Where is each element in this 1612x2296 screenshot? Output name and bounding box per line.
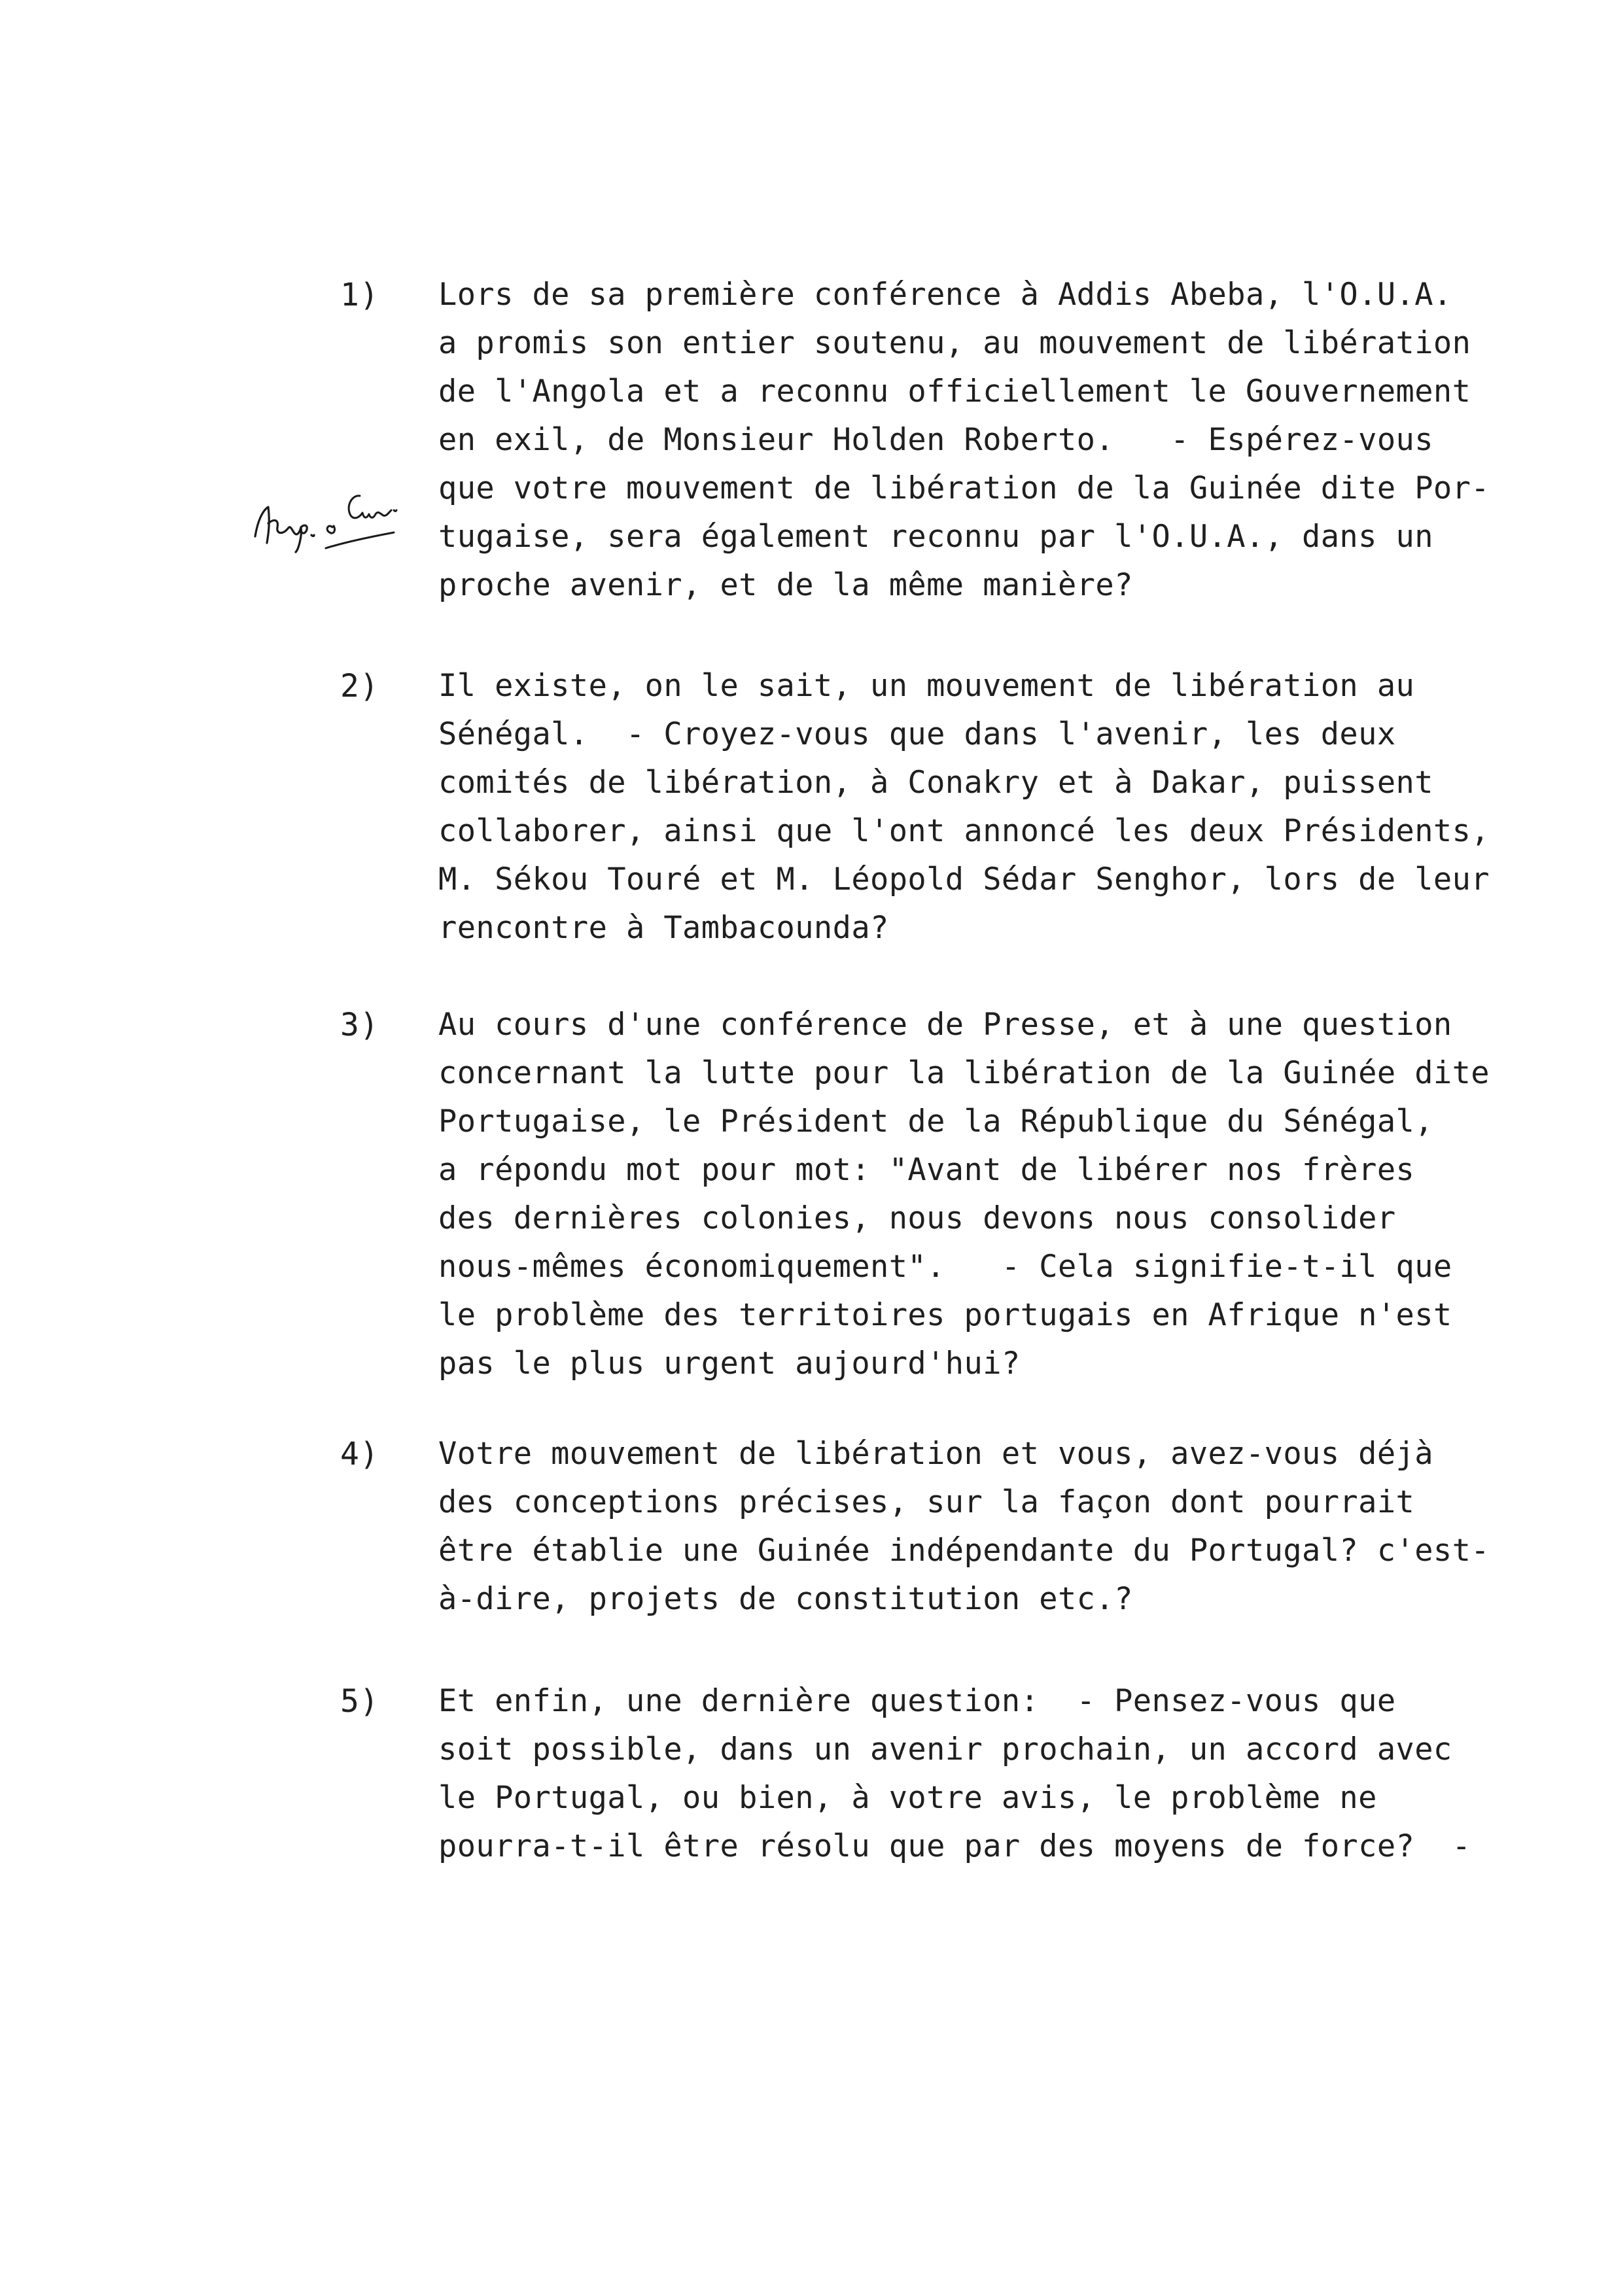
text-line: le Portugal, ou bien, à votre avis, le problème ne [438,1780,1377,1816]
question-number: 4) [340,1436,379,1472]
text-line: le problème des territoires portugais en Afrique n'est [438,1297,1452,1333]
text-line: Votre mouvement de libération et vous, avez-vous déjà [438,1436,1433,1472]
question-text [438,662,1577,952]
text-line: M. Sékou Touré et M. Léopold Sédar Senghor, lors de leur [438,861,1490,897]
text-line: à-dire, projets de constitution etc.? [438,1581,1133,1617]
text-line: pas le plus urgent aujourd'hui? [438,1346,1021,1382]
question-text [438,1677,1577,1871]
text-line: tugaise, sera également reconnu par l'O.U.A., dans un [438,519,1433,555]
text-line: collaborer, ainsi que l'ont annoncé les deux Présidents, [438,813,1490,849]
question-text [438,271,1577,610]
text-line: proche avenir, et de la même manière? [438,567,1133,603]
question-number: 1) [340,277,379,313]
text-line: a répondu mot pour mot: "Avant de libérer nos frères [438,1152,1415,1188]
question-number: 5) [340,1683,379,1720]
text-line: de l'Angola et a reconnu officiellement le Gouvernement [438,374,1471,409]
text-line: Et enfin, une dernière question: - Pensez-vous que [438,1683,1396,1719]
text-line: Il existe, on le sait, un mouvement de libération au [438,668,1415,704]
text-line: rencontre à Tambacounda? [438,910,889,946]
text-line: que votre mouvement de libération de la Guinée dite Por- [438,470,1490,506]
text-line: en exil, de Monsieur Holden Roberto. - Espérez-vous [438,422,1433,458]
text-line: pourra-t-il être résolu que par des moyens de force? - [438,1828,1471,1864]
question-number: 2) [340,668,379,704]
text-line: des conceptions précises, sur la façon dont pourrait [438,1484,1415,1520]
text-line: soit possible, dans un avenir prochain, un accord avec [438,1731,1452,1767]
text-line: des dernières colonies, nous devons nous consolider [438,1200,1396,1236]
question-text [438,1430,1577,1624]
text-line: Lors de sa première conférence à Addis Abeba, l'O.U.A. [438,277,1452,313]
margin-annotation [249,484,399,556]
text-line: a promis son entier soutenu, au mouvement de libération [438,325,1471,361]
text-line: nous-mêmes économiquement". - Cela signifie-t-il que [438,1249,1452,1285]
handwritten-annotation-icon [249,484,399,556]
question-text [438,1001,1577,1388]
text-line: Sénégal. - Croyez-vous que dans l'avenir, les deux [438,716,1396,752]
text-line: être établie une Guinée indépendante du Portugal? c'est- [438,1533,1490,1569]
text-line: comités de libération, à Conakry et à Dakar, puissent [438,765,1433,801]
text-line: concernant la lutte pour la libération de la Guinée dite [438,1055,1490,1091]
question-number: 3) [340,1007,379,1043]
text-line: Portugaise, le Président de la République du Sénégal, [438,1104,1433,1139]
text-line: Au cours d'une conférence de Presse, et à une question [438,1007,1452,1043]
